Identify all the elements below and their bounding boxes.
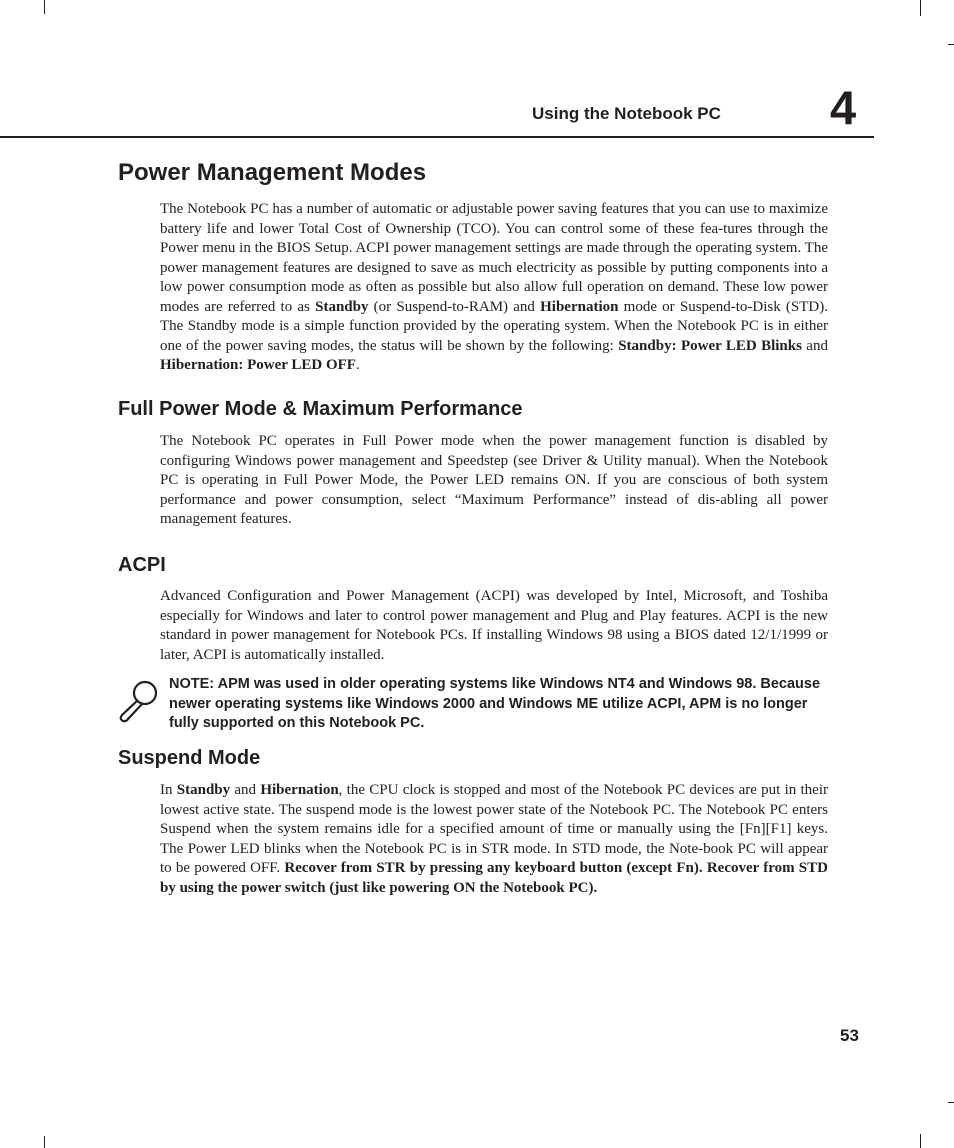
note-text: NOTE: APM was used in older operating systems like Windows NT4 and Windows 98. Because newer operating systems like Windows 2000 and Windows ME utilize ACPI, APM is no longer fully supported on this Notebook PC.	[169, 676, 821, 731]
crop-mark	[44, 0, 45, 14]
crop-mark	[948, 44, 954, 45]
header-title: Using the Notebook PC	[532, 104, 721, 123]
chapter-number: 4	[830, 81, 857, 134]
section-heading-full-power: Full Power Mode & Maximum Performance	[118, 398, 523, 420]
crop-mark	[44, 1136, 45, 1148]
crop-mark	[920, 0, 921, 16]
crop-mark	[948, 1102, 954, 1103]
header-rule	[0, 136, 874, 138]
magnifier-icon	[114, 678, 160, 724]
paragraph-suspend: In Standby and Hibernation, the CPU clock is stopped and most of the Notebook PC devices are put in their lowest active state. The suspend mode is the lowest power state of the Notebook PC. The Notebook PC enters Suspend when the system remains idle for a specified amount of time or manually using the [Fn][F1] keys. The Power LED blinks when the Notebook PC is in STR mode. In STD mode, the Note-book PC will appear to be powered OFF. Recover from STR by pressing any keyboard button (except Fn). Recover from STD by using the power switch (just like powering ON the Notebook PC).	[160, 782, 829, 896]
section-heading-acpi: ACPI	[118, 554, 166, 576]
section-heading-suspend: Suspend Mode	[118, 747, 261, 769]
paragraph-full-power: The Notebook PC operates in Full Power mode when the power management function is disabled by configuring Windows power management and Speedstep (see Driver & Utility manual). When the Notebook PC is operating in Full Power Mode, the Power LED remains ON. If you are conscious of both system performance and power consumption, select “Maximum Performance” instead of dis-abling all power management features.	[160, 433, 828, 527]
page-number: 53	[840, 1026, 859, 1045]
crop-mark	[920, 1134, 921, 1148]
paragraph-power-modes: The Notebook PC has a number of automatic or adjustable power saving features that you can use to maximize battery life and lower Total Cost of Ownership (TCO). You can control some of these fea-tures through the Power menu in the BIOS Setup. ACPI power management settings are made through the operating system. The power management features are designed to save as much electricity as possible by putting components into a low power consumption mode as often as possible but also allow full operation on demand. These low power modes are referred to as Standby (or Suspend-to-RAM) and Hibernation mode or Suspend-to-Disk (STD). The Standby mode is a simple function provided by the operating system. When the Notebook PC is in either one of the power saving modes, the status will be shown by the following: Standby: Power LED Blinks and Hibernation: Power LED OFF.	[160, 201, 828, 373]
paragraph-acpi: Advanced Configuration and Power Management (ACPI) was developed by Intel, Microsoft, and Toshiba especially for Windows and later to control power management and Plug and Play features. ACPI is the new standard in power management for Notebook PCs. If installing Windows 98 using a BIOS dated 12/1/1999 or later, ACPI is automatically installed.	[160, 588, 828, 663]
section-heading-power-modes: Power Management Modes	[118, 159, 427, 186]
